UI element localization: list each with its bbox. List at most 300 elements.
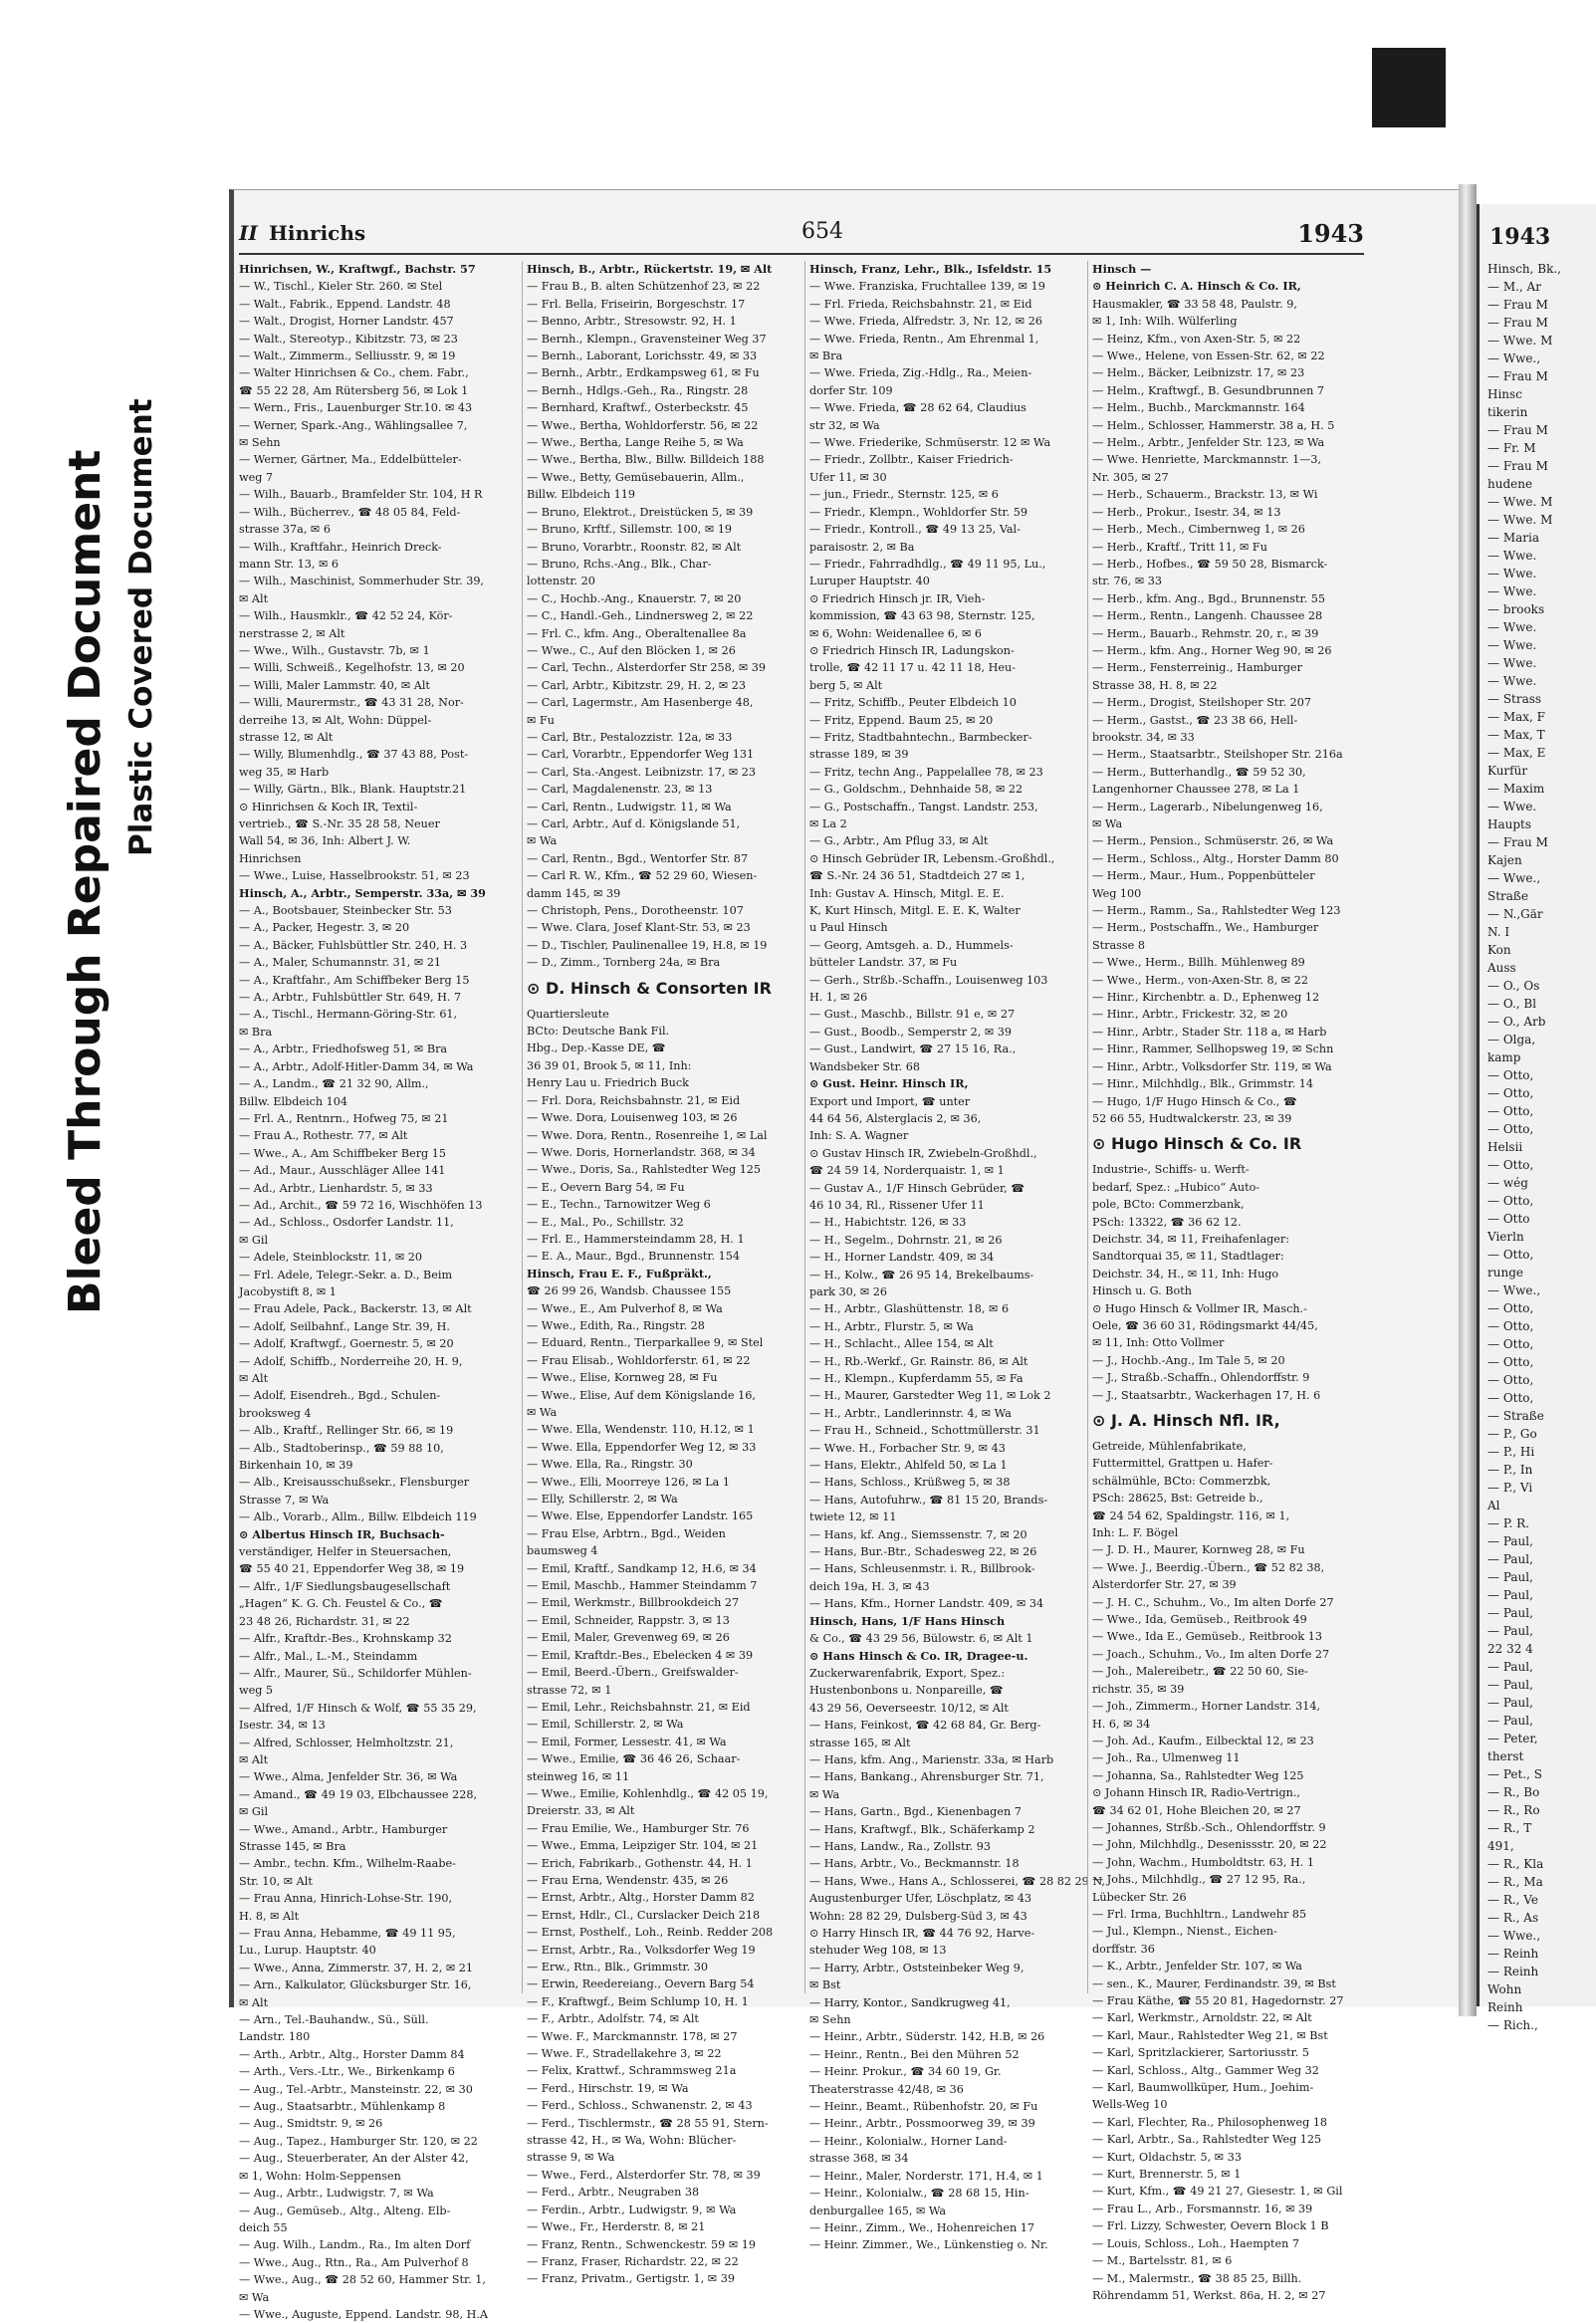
directory-entry: — Herm., Bauarb., Rehmstr. 20, r., ✉ 39	[1092, 626, 1319, 640]
next-page-line: — Paul,	[1487, 1606, 1533, 1620]
next-page-line: — Otto,	[1487, 1068, 1534, 1082]
directory-entry: — Carl, Sta.-Angest. Leibnizstr. 17, ✉ 23	[527, 765, 757, 779]
directory-entry: K, Kurt Hinsch, Mitgl. E. E. K, Walter	[809, 904, 1021, 918]
directory-entry: trolle, ☎ 42 11 17 u. 42 11 18, Heu-	[809, 661, 1016, 675]
directory-entry: — Alfred, Schlosser, Helmholtzstr. 21,	[239, 1736, 454, 1749]
directory-entry: — Herb., kfm. Ang., Bgd., Brunnenstr. 55	[1092, 591, 1325, 605]
directory-entry: — Adolf, Kraftwgf., Goernestr. 5, ✉ 20	[239, 1337, 454, 1351]
directory-entry: stehuder Weg 108, ✉ 13	[809, 1944, 947, 1958]
directory-entry: — Aug. Wilh., Landm., Ra., Im alten Dorf	[239, 2238, 471, 2252]
directory-entry: — Wwe. Ella, Ra., Ringstr. 30	[527, 1458, 693, 1472]
directory-entry: — Ernst, Arbtr., Ra., Volksdorfer Weg 19	[527, 1943, 756, 1957]
directory-entry: — H., Maurer, Garstedter Weg 11, ✉ Lok 2	[809, 1389, 1051, 1403]
directory-entry: — Harry, Kontor., Sandkrugweg 41,	[809, 1995, 1011, 2009]
directory-entry: — Bernh., Klempn., Gravensteiner Weg 37	[527, 332, 767, 346]
directory-entry: — C., Hochb.-Ang., Knauerstr. 7, ✉ 20	[527, 591, 742, 605]
directory-entry: — M., Bartelsstr. 81, ✉ 6	[1092, 2254, 1233, 2268]
next-page-line: — Paul,	[1487, 1534, 1533, 1548]
directory-entry: — Emil, Lehr., Reichsbahnstr. 21, ✉ Eid	[527, 1700, 751, 1714]
scanner-black-bar	[1372, 48, 1446, 127]
directory-entry: — Bernhard, Kraftwf., Osterbeckstr. 45	[527, 401, 749, 415]
directory-entry: — Bernh., Arbtr., Erdkampsweg 61, ✉ Fu	[527, 366, 760, 380]
directory-entry: — Carl, Vorarbtr., Eppendorfer Weg 131	[527, 748, 755, 762]
directory-entry: — G., Postschaffn., Tangst. Landstr. 253,	[809, 800, 1038, 813]
directory-entry: — Ad., Archit., ☎ 59 72 16, Wischhöfen 13	[239, 1198, 483, 1212]
next-page-line: Al	[1487, 1499, 1500, 1512]
next-page-line: Kurfür	[1487, 764, 1528, 778]
next-page-line: — P., In	[1487, 1463, 1533, 1477]
directory-entry: — Karl, Arbtr., Sa., Rahlstedter Weg 125	[1092, 2133, 1322, 2147]
directory-entry: — A., Bootsbauer, Steinbecker Str. 53	[239, 904, 452, 918]
directory-entry: nerstrasse 2, ✉ Alt	[239, 626, 345, 640]
directory-entry: — Frau H., Schneid., Schottmüllerstr. 31	[809, 1424, 1040, 1438]
next-page-line: — Frau M	[1487, 298, 1548, 312]
side-label-repaired: Bleed Through Repaired Document	[60, 449, 111, 1314]
next-page-line: — Wwe.,	[1487, 351, 1541, 365]
directory-entry: — E., Techn., Tarnowitzer Weg 6	[527, 1198, 711, 1212]
next-page-line: — Maria	[1487, 531, 1539, 545]
next-page-line: — Olga,	[1487, 1033, 1536, 1046]
next-page-line: — Wwe.,	[1487, 871, 1541, 885]
directory-entry: Hinrichsen, W., Kraftwgf., Bachstr. 57	[239, 262, 476, 276]
next-page-line: — Wwe.	[1487, 620, 1537, 634]
directory-entry: ⊙ Hugo Hinsch & Vollmer IR, Masch.-	[1092, 1301, 1307, 1315]
directory-entry: Oele, ☎ 36 60 31, Rödingsmarkt 44/45,	[1092, 1318, 1318, 1332]
directory-entry: — Carl, Arbtr., Auf d. Königslande 51,	[527, 817, 741, 830]
next-page-line: — P., Hi	[1487, 1445, 1535, 1459]
directory-entry: Hustenbonbons u. Nonpareille, ☎	[809, 1684, 1004, 1698]
directory-entry: mann Str. 13, ✉ 6	[239, 557, 340, 571]
directory-entry: — Adolf, Seilbahnf., Lange Str. 39, H.	[239, 1319, 450, 1333]
directory-entry: — A., Tischl., Hermann-Göring-Str. 61,	[239, 1008, 458, 1022]
directory-entry: — Franz, Rentn., Schwenckestr. 59 ✉ 19	[527, 2237, 756, 2251]
directory-entry: — Erwin, Reedereiang., Oevern Barg 54	[527, 1977, 755, 1991]
column-3	[804, 261, 1105, 2252]
directory-entry: — Hans, Autofuhrw., ☎ 81 15 20, Brands-	[809, 1493, 1048, 1507]
directory-entry: ✉ Wa	[527, 1406, 558, 1419]
directory-entry: — Friedr., Kontroll., ☎ 49 13 25, Val-	[809, 523, 1021, 537]
directory-entry: Birkenhain 10, ✉ 39	[239, 1459, 353, 1473]
directory-entry: — Frau Anna, Hinrich-Lohse-Str. 190,	[239, 1892, 453, 1906]
directory-entry: — Walt., Drogist, Horner Landstr. 457	[239, 315, 454, 329]
directory-entry: — Bruno, Rchs.-Ang., Blk., Char-	[527, 557, 712, 571]
directory-entry: — Heinr., Arbtr., Süderstr. 142, H.B, ✉ 26	[809, 2030, 1045, 2044]
directory-entry: Inh: S. A. Wagner	[809, 1129, 909, 1143]
directory-entry: — Karl, Spritzlackierer, Sartoriusstr. 5	[1092, 2046, 1310, 2060]
directory-entry: — Wwe., Herm., Billh. Mühlenweg 89	[1092, 956, 1305, 970]
directory-entry: Inh: Gustav A. Hinsch, Mitgl. E. E.	[809, 886, 1005, 900]
directory-entry: 46 10 34, Rl., Rissener Ufer 11	[809, 1198, 985, 1212]
next-page-line: 22 32 4	[1487, 1642, 1533, 1656]
directory-entry: ☎ 55 40 21, Eppendorfer Weg 38, ✉ 19	[239, 1562, 465, 1576]
directory-entry: — Wwe., Betty, Gemüsebauerin, Allm.,	[527, 470, 745, 484]
directory-entry: — Ferd., Tischlermstr., ☎ 28 55 91, Stern-	[527, 2116, 769, 2130]
directory-entry: Strasse 38, H. 8, ✉ 22	[1092, 678, 1218, 692]
directory-entry: — Helm., Kraftwgf., B. Gesundbrunnen 7	[1092, 383, 1324, 397]
next-page-line: — Otto,	[1487, 1301, 1534, 1315]
directory-entry: — Hans, Kfm., Horner Landstr. 409, ✉ 34	[809, 1597, 1044, 1611]
directory-entry: — Fritz, Schiffb., Peuter Elbdeich 10	[809, 696, 1017, 710]
directory-entry: — Heinr., Arbtr., Possmoorweg 39, ✉ 39	[809, 2117, 1035, 2131]
directory-entry: — Frau Elisab., Wohldorferstr. 61, ✉ 22	[527, 1353, 751, 1367]
directory-entry: Jacobystift 8, ✉ 1	[239, 1284, 337, 1298]
directory-entry: — Louis, Schloss., Loh., Haempten 7	[1092, 2236, 1299, 2250]
directory-entry: ☎ 24 59 14, Norderquaistr. 1, ✉ 1	[809, 1164, 1005, 1178]
directory-entry: paraisostr. 2, ✉ Ba	[809, 540, 915, 554]
directory-entry: Hinsch, B., Arbtr., Rückertstr. 19, ✉ Alt	[527, 262, 773, 276]
directory-entry: — Walt., Stereotyp., Kibitzstr. 73, ✉ 23	[239, 332, 458, 346]
directory-entry: — Aug., Smidtstr. 9, ✉ 26	[239, 2117, 383, 2131]
directory-entry: — Wwe., Wilh., Gustavstr. 7b, ✉ 1	[239, 643, 430, 657]
directory-entry: — W., Tischl., Kieler Str. 260. ✉ Stel	[239, 280, 443, 294]
page-header	[239, 219, 1364, 255]
directory-entry: — Wwe., Alma, Jenfelder Str. 36, ✉ Wa	[239, 1770, 458, 1784]
directory-entry: — H., Kolw., ☎ 26 95 14, Brekelbaums-	[809, 1268, 1034, 1281]
directory-entry: — Emil, Kraftf., Sandkamp 12, H.6, ✉ 34	[527, 1561, 757, 1575]
directory-entry: Weg 100	[1092, 886, 1142, 900]
directory-entry: — Wwe., Luise, Hasselbrookstr. 51, ✉ 23	[239, 869, 470, 883]
directory-entry: — Helm., Arbtr., Jenfelder Str. 123, ✉ Wa	[1092, 436, 1325, 450]
directory-entry: — H., Arbtr., Glashüttenstr. 18, ✉ 6	[809, 1302, 1010, 1316]
directory-entry: — Bruno, Krftf., Sillemstr. 100, ✉ 19	[527, 523, 733, 537]
directory-entry: — Erich, Fabrikarb., Gothenstr. 44, H. 1	[527, 1856, 753, 1870]
directory-entry: — Frl. C., kfm. Ang., Oberaltenallee 8a	[527, 626, 747, 640]
next-page-line: — Peter,	[1487, 1732, 1538, 1745]
directory-entry: — Wwe., A., Am Schiffbeker Berg 15	[239, 1146, 446, 1160]
next-page-line: — Paul,	[1487, 1678, 1533, 1692]
next-page-line: — P., Vi	[1487, 1481, 1533, 1495]
directory-entry: — Herm., Pension., Schmüserstr. 26, ✉ Wa	[1092, 834, 1334, 848]
directory-entry: Export und Import, ☎ unter	[809, 1094, 971, 1108]
next-page-line: — R., Ve	[1487, 1893, 1538, 1907]
directory-entry: Henry Lau u. Friedrich Buck	[527, 1076, 689, 1090]
directory-entry: — Herm., Schloss., Altg., Horster Damm 80	[1092, 851, 1339, 865]
directory-entry: ☎ 34 62 01, Hohe Bleichen 20, ✉ 27	[1092, 1803, 1301, 1817]
directory-entry: Billw. Elbdeich 119	[527, 488, 635, 502]
directory-entry: ☎ S.-Nr. 24 36 51, Stadtdeich 27 ✉ 1,	[809, 869, 1026, 883]
column-2	[522, 261, 801, 2286]
directory-entry: Strasse 8	[1092, 938, 1145, 952]
next-page-line: — R., Ma	[1487, 1875, 1543, 1889]
next-page-line: — Frau M	[1487, 316, 1548, 330]
next-page-line: — Frau M	[1487, 835, 1548, 849]
next-page-line: — Paul,	[1487, 1588, 1533, 1602]
directory-entry: — Frl. Adele, Telegr.-Sekr. a. D., Beim	[239, 1268, 453, 1281]
directory-entry: — Carl, Techn., Alsterdorfer Str 258, ✉ 39	[527, 661, 767, 675]
directory-entry: Hinsch, Franz, Lehr., Blk., Isfeldstr. 15	[809, 262, 1052, 276]
column-4	[1087, 261, 1373, 2302]
directory-entry: — Herm., Maur., Hum., Poppenbütteler	[1092, 869, 1315, 883]
directory-entry: — Karl, Werkmstr., Arnoldstr. 22, ✉ Alt	[1092, 2011, 1312, 2025]
directory-entry: Luruper Hauptstr. 40	[809, 575, 930, 588]
directory-entry: ✉ 1, Wohn: Holm-Seppensen	[239, 2169, 401, 2183]
directory-entry: str. 76, ✉ 33	[1092, 575, 1162, 588]
directory-entry: — A., Kraftfahr., Am Schiffbeker Berg 15	[239, 973, 470, 987]
directory-entry: ☎ 55 22 28, Am Rütersberg 56, ✉ Lok 1	[239, 383, 469, 397]
directory-entry: — H., Arbtr., Flurstr. 5, ✉ Wa	[809, 1319, 974, 1333]
next-page-line: — Maxim	[1487, 782, 1545, 796]
directory-entry: — Harry, Arbtr., Oststeinbeker Weg 9,	[809, 1961, 1025, 1975]
directory-entry: Strasse 7, ✉ Wa	[239, 1493, 330, 1507]
next-page-line: — Wwe.,	[1487, 1929, 1541, 1943]
directory-entry: — Hinr., Arbtr., Volksdorfer Str. 119, ✉ Wa	[1092, 1059, 1332, 1073]
directory-entry: — Emil, Maler, Grevenweg 69, ✉ 26	[527, 1631, 730, 1645]
directory-entry: Strasse 145, ✉ Bra	[239, 1839, 346, 1853]
next-page-line: — Otto,	[1487, 1391, 1534, 1405]
directory-entry: — Frau Emilie, We., Hamburger Str. 76	[527, 1821, 750, 1835]
directory-entry: Lübecker Str. 26	[1092, 1890, 1187, 1904]
directory-entry: weg 35, ✉ Harb	[239, 765, 330, 779]
directory-entry: — Herm., Fensterreinig., Hamburger	[1092, 661, 1302, 675]
directory-entry: — Alfred, 1/F Hinsch & Wolf, ☎ 55 35 29,	[239, 1701, 477, 1715]
section-number: II	[239, 221, 258, 245]
directory-entry: — J. H. C., Schuhm., Vo., Im alten Dorfe 27	[1092, 1595, 1334, 1609]
next-page-line: — N.,Gär	[1487, 907, 1543, 921]
directory-entry: Sandtorquai 35, ✉ 11, Stadtlager:	[1092, 1250, 1284, 1264]
directory-entry: — Wwe., Anna, Zimmerstr. 37, H. 2, ✉ 21	[239, 1961, 473, 1975]
directory-entry: vertrieb., ☎ S.-Nr. 35 28 58, Neuer	[239, 817, 440, 830]
directory-entry: damm 145, ✉ 39	[527, 886, 621, 900]
next-page-line: — Wwe.,	[1487, 1283, 1541, 1297]
next-page-line: Wohn	[1487, 1982, 1522, 1996]
directory-entry: Lu., Lurup. Hauptstr. 40	[239, 1944, 376, 1958]
directory-entry: — Frl. E., Hammersteindamm 28, H. 1	[527, 1232, 745, 1246]
directory-entry: lottenstr. 20	[527, 575, 595, 588]
directory-entry: — Aug., Tel.-Arbtr., Mansteinstr. 22, ✉ 30	[239, 2082, 473, 2096]
next-page-line: — Otto,	[1487, 1104, 1534, 1118]
directory-entry: 36 39 01, Brook 5, ✉ 11, Inh:	[527, 1058, 692, 1072]
directory-entry: BCto: Deutsche Bank Fil.	[527, 1025, 670, 1039]
directory-entry: — Herm., Drogist, Steilshoper Str. 207	[1092, 696, 1311, 710]
directory-entry: ⊙ Hinsch Gebrüder IR, Lebensm.-Großhdl.,	[809, 851, 1055, 865]
next-page-line: Haupts	[1487, 817, 1532, 831]
next-page-line: — Straße	[1487, 1409, 1544, 1423]
directory-entry: strasse 368, ✉ 34	[809, 2152, 909, 2166]
directory-entry: — Heinr., Maler, Norderstr. 171, H.4, ✉ 1	[809, 2169, 1043, 2183]
directory-entry: — A., Landm., ☎ 21 32 90, Allm.,	[239, 1077, 429, 1091]
directory-entry: — H., Rb.-Werkf., Gr. Rainstr. 86, ✉ Alt	[809, 1354, 1028, 1368]
directory-entry: — Franz, Fraser, Richardstr. 22, ✉ 22	[527, 2254, 739, 2268]
directory-entry: deich 55	[239, 2220, 288, 2234]
directory-entry: str 32, ✉ Wa	[809, 418, 880, 432]
directory-entry: — Frau Erna, Wendenstr. 435, ✉ 26	[527, 1873, 729, 1887]
directory-entry: ✉ Alt	[239, 1752, 269, 1766]
directory-entry: — Fritz, Stadtbahntechn., Barmbecker-	[809, 730, 1032, 744]
directory-entry: — F., Arbtr., Adolfstr. 74, ✉ Alt	[527, 2012, 699, 2026]
directory-entry: — Carl, Arbtr., Kibitzstr. 29, H. 2, ✉ 23	[527, 678, 747, 692]
directory-entry: — A., Arbtr., Fuhlsbüttler Str. 649, H. 7	[239, 991, 462, 1005]
directory-entry: — Herm., Butterhandlg., ☎ 59 52 30,	[1092, 765, 1306, 779]
directory-entry: — Wwe., Herm., von-Axen-Str. 8, ✉ 22	[1092, 973, 1308, 987]
next-page-line: — P. R.	[1487, 1516, 1529, 1530]
directory-entry: — Arth., Vers.-Ltr., We., Birkenkamp 6	[239, 2065, 455, 2079]
directory-entry: — Hans, Elektr., Ahlfeld 50, ✉ La 1	[809, 1459, 1008, 1473]
next-page-line: — Wwe.	[1487, 549, 1537, 563]
directory-entry: — Friedr., Fahrradhdlg., ☎ 49 11 95, Lu.,	[809, 557, 1046, 571]
directory-entry: — A., Bäcker, Fuhlsbüttler Str. 240, H. 3	[239, 938, 468, 952]
directory-entry: — Alb., Kraftf., Rellinger Str. 66, ✉ 19	[239, 1424, 454, 1438]
directory-entry: — Frl. Bella, Friseirin, Borgeschstr. 17	[527, 297, 746, 311]
directory-entry: — Gustav A., 1/F Hinsch Gebrüder, ☎	[809, 1181, 1026, 1195]
directory-entry: ⊙ Heinrich C. A. Hinsch & Co. IR,	[1092, 279, 1301, 294]
directory-entry: — Werner, Spark.-Ang., Wählingsallee 7,	[239, 418, 468, 432]
next-page-line: — Max, F	[1487, 710, 1545, 724]
directory-entry: Hinrichsen	[239, 851, 302, 865]
directory-entry: — Wwe. Frieda, Alfredstr. 3, Nr. 12, ✉ 26	[809, 315, 1042, 329]
next-page-line: — Frau M	[1487, 369, 1548, 383]
next-page-line: — Frau M	[1487, 423, 1548, 437]
directory-entry: — C., Handl.-Geh., Lindnersweg 2, ✉ 22	[527, 609, 754, 623]
directory-entry: „Hagen“ K. G. Ch. Feustel & Co., ☎	[239, 1597, 443, 1611]
directory-entry: ⊙ Hans Hinsch & Co. IR, Dragee-u.	[809, 1648, 1028, 1663]
directory-entry: — Werner, Gärtner, Ma., Eddelbütteler-	[239, 453, 462, 467]
directory-entry: — Frl. Dora, Reichsbahnstr. 21, ✉ Eid	[527, 1093, 741, 1107]
directory-entry: strasse 165, ✉ Alt	[809, 1736, 911, 1749]
next-page-line: — Otto,	[1487, 1373, 1534, 1387]
next-page-line: — Otto,	[1487, 1319, 1534, 1333]
directory-entry: — Hinr., Arbtr., Stader Str. 118 a, ✉ Harb	[1092, 1025, 1327, 1039]
next-page-line: — wég	[1487, 1176, 1528, 1190]
directory-entry: — H., Klempn., Kupferdamm 55, ✉ Fa	[809, 1372, 1024, 1385]
directory-entry: Hinsch u. G. Both	[1092, 1284, 1192, 1298]
directory-entry: — Benno, Arbtr., Stresowstr. 92, H. 1	[527, 315, 737, 329]
column-1	[239, 261, 514, 2321]
directory-entry: — Hans, Schleusenmstr. i. R., Billbrook-	[809, 1562, 1035, 1576]
next-page-line: — M., Ar	[1487, 280, 1541, 294]
directory-entry: Futtermittel, Grattpen u. Hafer-	[1092, 1457, 1273, 1471]
directory-entry: Nr. 305, ✉ 27	[1092, 470, 1169, 484]
directory-entry: — Herb., Mech., Cimbernweg 1, ✉ 26	[1092, 523, 1305, 537]
directory-entry: — Heinr., Kolonialw., ☎ 28 68 15, Hin-	[809, 2187, 1029, 2201]
directory-entry: — Walt., Zimmerm., Selliusstr. 9, ✉ 19	[239, 349, 456, 363]
directory-entry: — Jul., Klempn., Nienst., Eichen-	[1092, 1925, 1277, 1939]
directory-entry: — Herm., Rentn., Langenh. Chaussee 28	[1092, 609, 1323, 623]
directory-entry: ✉ Sehn	[809, 2013, 851, 2027]
page-year: 1943	[1297, 219, 1364, 248]
directory-entry: — Kurt, Brennerstr. 5, ✉ 1	[1092, 2168, 1242, 2182]
directory-entry: — Ferd., Schloss., Schwanenstr. 2, ✉ 43	[527, 2099, 753, 2113]
directory-entry: ⊙ Gustav Hinsch IR, Zwiebeln-Großhdl.,	[809, 1146, 1037, 1160]
next-page-line: — O., Os	[1487, 979, 1540, 993]
firm-heading: ⊙ Hugo Hinsch & Co. IR	[1092, 1134, 1302, 1154]
directory-entry: — Herb., Hofbes., ☎ 59 50 28, Bismarck-	[1092, 557, 1328, 571]
directory-entry: — Wwe., Edith, Ra., Ringstr. 28	[527, 1318, 705, 1332]
next-page-line: Reinh	[1487, 2000, 1523, 2014]
directory-entry: — Bernh., Hdlgs.-Geh., Ra., Ringstr. 28	[527, 383, 749, 397]
directory-entry: — Frau L., Arb., Forsmannstr. 16, ✉ 39	[1092, 2202, 1313, 2215]
next-page-line: — Rich.,	[1487, 2018, 1538, 2032]
directory-entry: ✉ 11, Inh: Otto Vollmer	[1092, 1336, 1225, 1350]
next-page-line: — Wwe.	[1487, 800, 1537, 813]
directory-entry: — Ambr., techn. Kfm., Wilhelm-Raabe-	[239, 1857, 456, 1871]
directory-entry: schälmühle, BCto: Commerzbk,	[1092, 1474, 1271, 1488]
directory-entry: — Gust., Maschb., Billstr. 91 e, ✉ 27	[809, 1008, 1016, 1022]
directory-entry: — Heinr. Zimmer., We., Lünkenstieg o. Nr.	[809, 2238, 1048, 2252]
directory-entry: Ufer 11, ✉ 30	[809, 470, 887, 484]
directory-entry: ✉ Bra	[239, 1025, 273, 1039]
directory-entry: — Helm., Schlosser, Hammerstr. 38 a, H. 5	[1092, 418, 1335, 432]
directory-entry: — Aug., Staatsarbtr., Mühlenkamp 8	[239, 2100, 446, 2114]
directory-entry: — Wwe. Dora, Louisenweg 103, ✉ 26	[527, 1111, 738, 1125]
next-page-line: — Otto	[1487, 1212, 1530, 1226]
directory-entry: — Emil, Former, Lessestr. 41, ✉ Wa	[527, 1735, 727, 1748]
directory-entry: — Alfr., 1/F Siedlungsbaugesellschaft	[239, 1579, 451, 1593]
directory-entry: — Hinr., Arbtr., Frickestr. 32, ✉ 20	[1092, 1008, 1288, 1022]
next-page-line: — Otto,	[1487, 1158, 1534, 1172]
directory-entry: strasse 189, ✉ 39	[809, 748, 909, 762]
directory-entry: ☎ 24 54 62, Spaldingstr. 116, ✉ 1,	[1092, 1509, 1290, 1522]
directory-entry: brooksweg 4	[239, 1406, 312, 1420]
firm-heading: ⊙ J. A. Hinsch Nfl. IR,	[1092, 1411, 1280, 1430]
next-page-line: — Fr. M	[1487, 441, 1536, 455]
directory-entry: Hinsch —	[1092, 262, 1152, 276]
directory-entry: — Gust., Landwirt, ☎ 27 15 16, Ra.,	[809, 1043, 1017, 1056]
directory-entry: — Ernst, Hdlr., Cl., Curslacker Deich 218	[527, 1908, 761, 1922]
directory-entry: — D., Zimm., Tornberg 24a, ✉ Bra	[527, 956, 721, 970]
next-page-line: tikerin	[1487, 405, 1528, 419]
next-page-line: therst	[1487, 1749, 1524, 1763]
directory-entry: ✉ Fu	[527, 713, 555, 727]
directory-entry: strasse 37a, ✉ 6	[239, 523, 331, 537]
directory-entry: ⊙ Hinrichsen & Koch IR, Textil-	[239, 800, 418, 813]
directory-entry: ☎ 26 99 26, Wandsb. Chaussee 155	[527, 1284, 732, 1298]
directory-entry: — Herm., Gastst., ☎ 23 38 66, Hell-	[1092, 713, 1298, 727]
next-page-line: — R., Bo	[1487, 1785, 1540, 1799]
next-page-line: N. I	[1487, 925, 1510, 939]
directory-entry: — Alfr., Maurer, Sü., Schildorfer Mühlen-	[239, 1666, 472, 1680]
directory-entry: 23 48 26, Richardstr. 31, ✉ 22	[239, 1614, 410, 1628]
directory-entry: derreihe 13, ✉ Alt, Wohn: Düppel-	[239, 713, 432, 727]
directory-entry: Hinsch, Frau E. F., Fußpräkt.,	[527, 1266, 712, 1280]
directory-entry: 44 64 56, Alsterglacis 2, ✉ 36,	[809, 1111, 982, 1125]
directory-entry: — Carl R. W., Kfm., ☎ 52 29 60, Wiesen-	[527, 869, 758, 883]
directory-entry: — Wwe. F., Marckmannstr. 178, ✉ 27	[527, 2029, 738, 2043]
directory-entry: kommission, ☎ 43 63 98, Sternstr. 125,	[809, 609, 1035, 623]
directory-entry: — Franz, Privatm., Gertigstr. 1, ✉ 39	[527, 2272, 735, 2286]
directory-entry: — J., Staatsarbtr., Wackerhagen 17, H. 6	[1092, 1388, 1321, 1402]
next-page-line: Helsii	[1487, 1140, 1523, 1154]
directory-entry: — E., Oevern Barg 54, ✉ Fu	[527, 1180, 685, 1194]
directory-entry: — Aug., Steuerberater, An der Alster 42,	[239, 2152, 469, 2166]
directory-entry: — Wwe., Helene, von Essen-Str. 62, ✉ 22	[1092, 349, 1325, 363]
directory-entry: — Felix, Krattwf., Schrammsweg 21a	[527, 2064, 737, 2078]
next-page-line: — R., As	[1487, 1911, 1539, 1925]
next-page-line: — Otto,	[1487, 1194, 1534, 1208]
directory-entry: — Fritz, techn Ang., Pappelallee 78, ✉ 23	[809, 765, 1043, 779]
directory-entry: Röhrendamm 51, Werkst. 86a, H. 2, ✉ 27	[1092, 2288, 1326, 2302]
directory-entry: — H., Segelm., Dohrnstr. 21, ✉ 26	[809, 1233, 1003, 1247]
directory-entry: — Alfr., Mal., L.-M., Steindamm	[239, 1649, 418, 1663]
directory-entry: — Heinr., Beamt., Rübenhofstr. 20, ✉ Fu	[809, 2100, 1038, 2114]
directory-entry: ⊙ Friedrich Hinsch jr. IR, Vieh-	[809, 591, 986, 605]
next-page-line: — Max, E	[1487, 746, 1546, 760]
directory-entry: bedarf, Spez.: „Hubico“ Auto-	[1092, 1180, 1260, 1194]
directory-entry: — Carl, Magdalenenstr. 23, ✉ 13	[527, 783, 713, 797]
page-fold	[1459, 184, 1477, 2016]
directory-entry: — Helm., Buchb., Marckmannstr. 164	[1092, 401, 1305, 415]
next-page-line: — O., Arb	[1487, 1015, 1546, 1029]
directory-entry: — Wwe. Frieda, ☎ 28 62 64, Claudius	[809, 401, 1026, 415]
directory-entry: Getreide, Mühlenfabrikate,	[1092, 1440, 1247, 1453]
directory-entry: twiete 12, ✉ 11	[809, 1510, 897, 1524]
directory-entry: — E., Mal., Po., Schillstr. 32	[527, 1215, 684, 1229]
directory-entry: Hausmakler, ☎ 33 58 48, Paulstr. 9,	[1092, 297, 1297, 311]
directory-entry: dorfer Str. 109	[809, 383, 893, 397]
directory-entry: — Joh., Ra., Ulmenweg 11	[1092, 1751, 1241, 1765]
directory-entry: — Wwe. Ella, Wendenstr. 110, H.12, ✉ 1	[527, 1423, 755, 1437]
directory-entry: — Hans, Landw., Ra., Zollstr. 93	[809, 1839, 991, 1853]
directory-entry: — Wwe., Emilie, Kohlenhdlg., ☎ 42 05 19,	[527, 1786, 769, 1800]
